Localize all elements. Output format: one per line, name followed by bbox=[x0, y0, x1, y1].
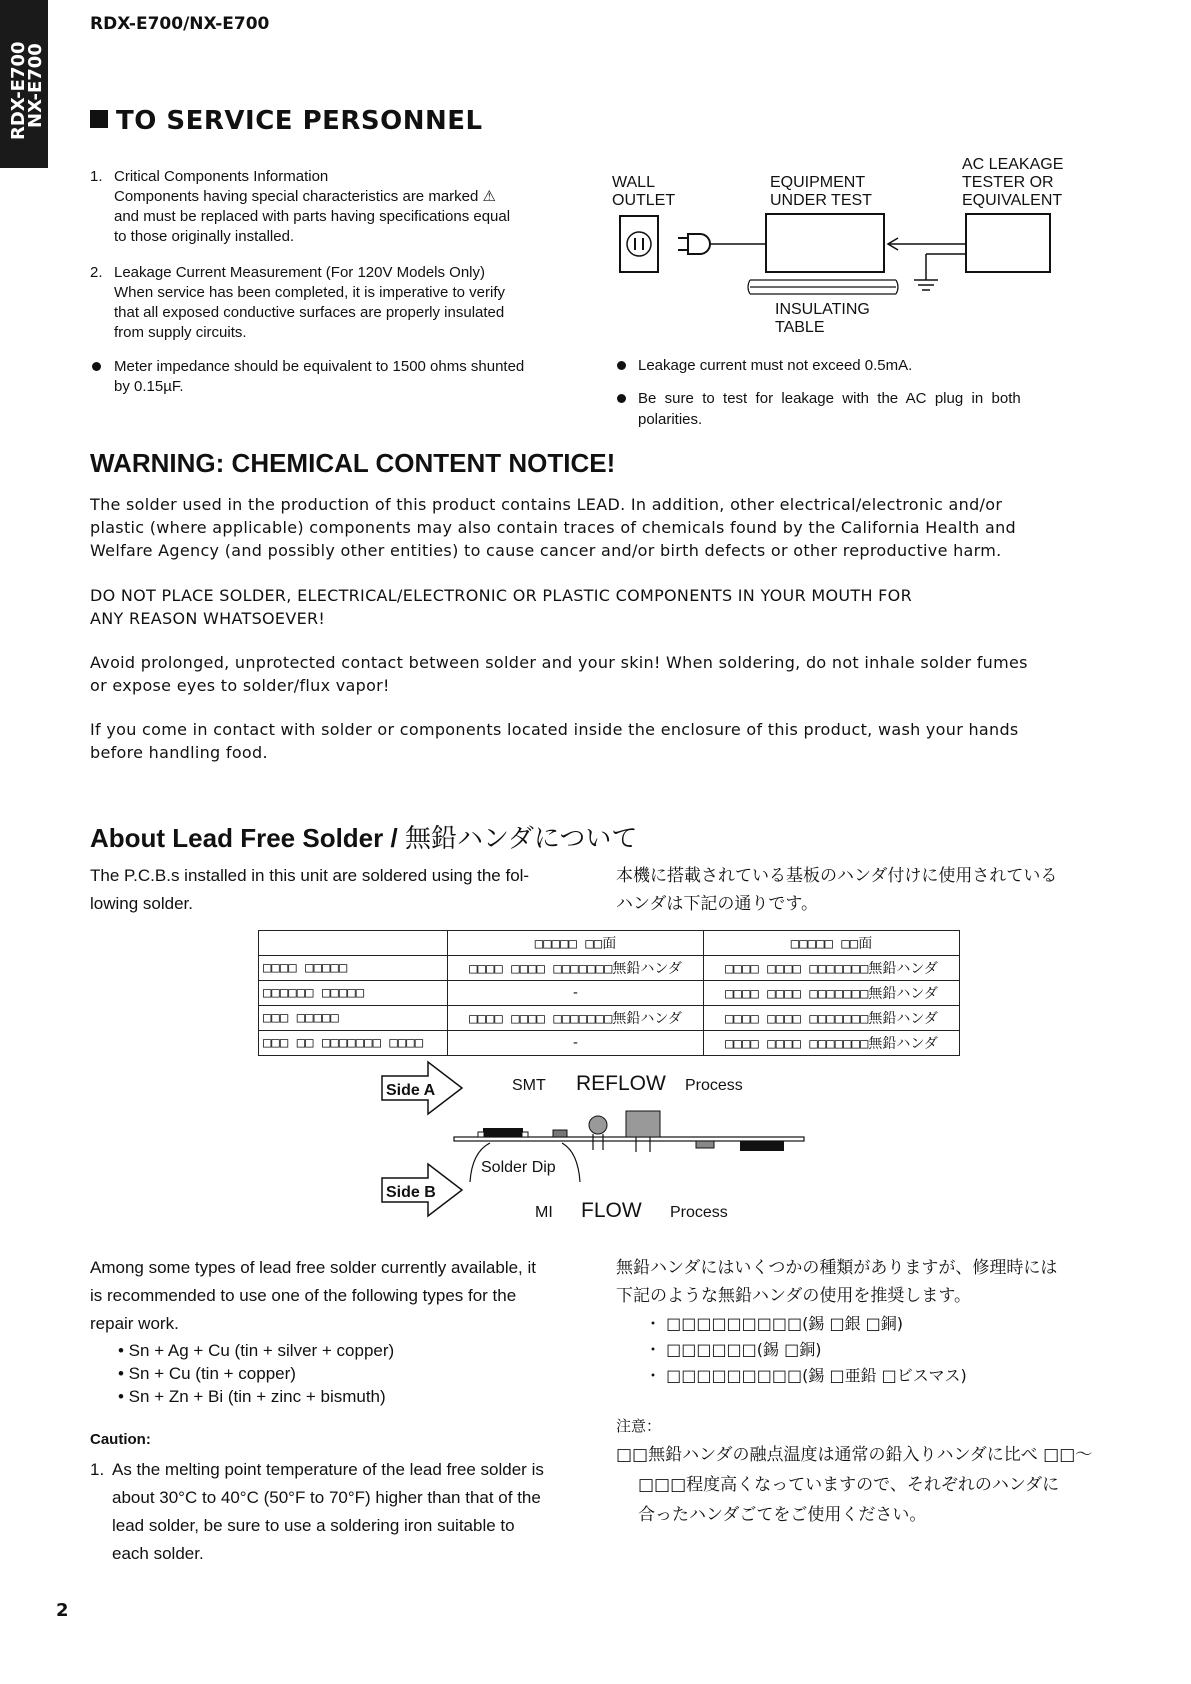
bullet-text-line: polarities. bbox=[638, 411, 703, 428]
table-cell: □□□□ □□□□ □□□□□□□無鉛ハンダ bbox=[704, 1031, 960, 1056]
intro-line: ハンダは下記の通りです。 bbox=[616, 894, 818, 914]
caution-line: about 30°C to 40°C (50°F to 70°F) higher than that of the bbox=[112, 1488, 541, 1507]
table-header-cell: □□□□□ □□面 bbox=[448, 931, 704, 956]
list-item: • Sn + Ag + Cu (tin + silver + copper) bbox=[118, 1341, 395, 1360]
types-intro-line: 下記のような無鉛ハンダの使用を推奨します。 bbox=[616, 1286, 971, 1306]
table-cell: □□□□ □□□□ □□□□□□□無鉛ハンダ bbox=[704, 956, 960, 981]
bullet-icon bbox=[617, 361, 626, 370]
table-label: TABLE bbox=[775, 319, 825, 336]
tester-label: AC LEAKAGE bbox=[962, 156, 1064, 173]
reflow-label: REFLOW bbox=[576, 1072, 666, 1095]
item-title: Critical Components Information bbox=[114, 168, 329, 185]
warning-line: plastic (where applicable) components may also contain traces of chemicals found by the California Health and bbox=[90, 518, 1017, 537]
caution-line: □□□程度高くなっていますので、それぞれのハンダに bbox=[638, 1475, 1060, 1495]
side-tab-model-1: RDX-E700 bbox=[8, 41, 29, 140]
side-a-label: Side A bbox=[386, 1082, 436, 1099]
list-item: • Sn + Zn + Bi (tin + zinc + bismuth) bbox=[118, 1387, 386, 1406]
section-title bbox=[90, 106, 483, 136]
solder-dip-label: Solder Dip bbox=[481, 1159, 556, 1176]
types-intro-line: is recommended to use one of the following types for the bbox=[90, 1286, 517, 1305]
bullet-text-line: Be sure to test for leakage with the AC plug in both bbox=[638, 390, 1021, 407]
equipment-box bbox=[766, 214, 884, 272]
warning-paragraph bbox=[90, 584, 1070, 630]
bullet-text-line: by 0.15µF. bbox=[114, 378, 184, 395]
item-text-line: and must be replaced with parts having specifications equal bbox=[114, 208, 511, 225]
bullet-icon bbox=[92, 362, 101, 371]
table-cell: □□□ □□□□□ bbox=[259, 1006, 448, 1031]
table-cell: □□□□ □□□□ □□□□□□□無鉛ハンダ bbox=[704, 1006, 960, 1031]
item-text-line: Components having special characteristics are marked ⚠ bbox=[114, 188, 496, 205]
caution-line: 合ったハンダごてをご使用ください。 bbox=[638, 1505, 927, 1525]
table-row bbox=[259, 981, 960, 1006]
list-item: ・ □□□□□□(錫 □銅) bbox=[645, 1340, 822, 1359]
table-row bbox=[259, 956, 960, 981]
solder-types-list-en bbox=[118, 1339, 394, 1408]
warning-line: before handling food. bbox=[90, 743, 268, 762]
table-label: INSULATING bbox=[775, 301, 870, 318]
equipment-label: UNDER TEST bbox=[770, 192, 872, 209]
process-label: Process bbox=[685, 1077, 743, 1094]
list-item: ・ □□□□□□□□□(錫 □銀 □銅) bbox=[645, 1314, 904, 1333]
flow-label: FLOW bbox=[581, 1199, 642, 1222]
smt-label: SMT bbox=[512, 1077, 546, 1094]
table-header-cell: □□□□□ □□面 bbox=[704, 931, 960, 956]
list-item: • Sn + Cu (tin + copper) bbox=[118, 1364, 296, 1383]
lead-free-title-en: About Lead Free Solder / bbox=[90, 823, 405, 853]
caution-title: Caution: bbox=[90, 1431, 151, 1448]
table-cell: □□□ □□ □□□□□□□ □□□□ bbox=[259, 1031, 448, 1056]
list-item: ・ □□□□□□□□□(錫 □亜鉛 □ビスマス) bbox=[645, 1366, 967, 1385]
table-cell: □□□□ □□□□ □□□□□□□無鉛ハンダ bbox=[448, 1006, 704, 1031]
solder-table bbox=[258, 930, 960, 1056]
caution-number: 1. bbox=[90, 1460, 105, 1479]
wall-outlet-label: OUTLET bbox=[612, 192, 676, 209]
caution-line: □□無鉛ハンダの融点温度は通常の鉛入りハンダに比べ □□～ bbox=[616, 1445, 1093, 1465]
section-title-text: TO SERVICE PERSONNEL bbox=[116, 106, 483, 136]
warning-line: DO NOT PLACE SOLDER, ELECTRICAL/ELECTRONIC OR PLASTIC COMPONENTS IN YOUR MOUTH FOR bbox=[90, 586, 912, 605]
caution-line: As the melting point temperature of the lead free solder is bbox=[112, 1460, 544, 1479]
bullet-text-line: Meter impedance should be equivalent to 1500 ohms shunted bbox=[114, 358, 525, 375]
intro-line: The P.C.B.s installed in this unit are soldered using the fol- bbox=[90, 866, 530, 885]
page-number: 2 bbox=[56, 1600, 69, 1621]
warning-line: or expose eyes to solder/flux vapor! bbox=[90, 676, 390, 695]
solder-types-en bbox=[90, 1254, 536, 1338]
table-cell: □□□□ □□□□ □□□□□□□無鉛ハンダ bbox=[704, 981, 960, 1006]
plug-icon bbox=[678, 234, 766, 254]
tester-label: EQUIVALENT bbox=[962, 192, 1063, 209]
intro-line: lowing solder. bbox=[90, 894, 194, 913]
item-text-line: from supply circuits. bbox=[114, 324, 247, 341]
types-intro-line: 無鉛ハンダにはいくつかの種類がありますが、修理時には bbox=[616, 1258, 1058, 1278]
pcb-board-icon bbox=[454, 1111, 804, 1152]
leakage-test-diagram bbox=[600, 150, 1080, 340]
caution-line: each solder. bbox=[112, 1544, 204, 1563]
warning-line: If you come in contact with solder or components located inside the enclosure of this product, wash your hands bbox=[90, 720, 1019, 739]
tester-box bbox=[966, 214, 1050, 272]
table-header-row bbox=[259, 931, 960, 956]
caution-text-en bbox=[112, 1456, 544, 1568]
warning-line: Welfare Agency (and possibly other entities) to cause cancer and/or birth defects or other reproductive harm. bbox=[90, 541, 1002, 560]
square-bullet-icon bbox=[90, 110, 108, 128]
warning-paragraph bbox=[90, 718, 1070, 764]
caution-text-jp bbox=[616, 1440, 1092, 1530]
table-cell: □□□□ □□□□ □□□□□□□無鉛ハンダ bbox=[448, 956, 704, 981]
solder-dip-bracket-icon bbox=[562, 1143, 580, 1182]
item-text-line: to those originally installed. bbox=[114, 228, 295, 245]
side-b-label: Side B bbox=[386, 1184, 436, 1201]
warning-title: WARNING: CHEMICAL CONTENT NOTICE! bbox=[90, 448, 616, 478]
table-cell: - bbox=[448, 1031, 704, 1056]
warning-line: Avoid prolonged, unprotected contact between solder and your skin! When soldering, do not inhale solder fumes bbox=[90, 653, 1028, 672]
item-text-line: When service has been completed, it is imperative to verify bbox=[114, 284, 506, 301]
table-row bbox=[259, 1006, 960, 1031]
bullet-text-line: Leakage current must not exceed 0.5mA. bbox=[638, 357, 913, 374]
probe-arrow-icon bbox=[888, 238, 966, 250]
warning-line: ANY REASON WHATSOEVER! bbox=[90, 609, 326, 628]
caution-title-jp: 注意： bbox=[616, 1417, 662, 1435]
equipment-label: EQUIPMENT bbox=[770, 174, 866, 191]
bullet-icon bbox=[617, 394, 626, 403]
table-cell: □□□□ □□□□□ bbox=[259, 956, 448, 981]
warning-line: The solder used in the production of this product contains LEAD. In addition, other electrical/electronic and/or bbox=[90, 495, 1003, 514]
caution-line: lead solder, be sure to use a soldering iron suitable to bbox=[112, 1516, 515, 1535]
soldering-process-diagram bbox=[380, 1060, 820, 1230]
tester-label: TESTER OR bbox=[962, 174, 1054, 191]
item-title: Leakage Current Measurement (For 120V Models Only) bbox=[114, 264, 486, 281]
table-cell: - bbox=[448, 981, 704, 1006]
wall-outlet-label: WALL bbox=[612, 174, 655, 191]
item-number: 2. bbox=[90, 264, 103, 281]
ground-icon bbox=[914, 254, 966, 290]
mi-label: MI bbox=[535, 1204, 553, 1221]
wall-outlet-icon bbox=[620, 216, 658, 272]
side-tab-model-2: NX-E700 bbox=[25, 43, 46, 128]
types-intro-line: repair work. bbox=[90, 1314, 179, 1333]
lead-free-title bbox=[90, 818, 637, 855]
intro-jp bbox=[616, 862, 1057, 918]
table-row bbox=[259, 1031, 960, 1056]
item-number: 1. bbox=[90, 168, 103, 185]
model-side-tab bbox=[0, 0, 48, 168]
solder-types-jp bbox=[616, 1254, 1057, 1310]
lead-free-title-jp: 無鉛ハンダについて bbox=[404, 824, 638, 854]
table-cell: □□□□□□ □□□□□ bbox=[259, 981, 448, 1006]
model-header: RDX-E700/NX-E700 bbox=[90, 14, 270, 34]
types-intro-line: Among some types of lead free solder currently available, it bbox=[90, 1258, 537, 1277]
insulating-table-icon bbox=[748, 280, 898, 294]
table-cell bbox=[259, 931, 448, 956]
intro-line: 本機に搭載されている基板のハンダ付けに使用されている bbox=[616, 866, 1058, 886]
solder-types-list-jp bbox=[645, 1311, 967, 1389]
warning-paragraph bbox=[90, 493, 1070, 562]
item-text-line: that all exposed conductive surfaces are properly insulated bbox=[114, 304, 505, 321]
intro-en bbox=[90, 862, 529, 918]
warning-paragraph bbox=[90, 651, 1070, 697]
process-label: Process bbox=[670, 1204, 728, 1221]
